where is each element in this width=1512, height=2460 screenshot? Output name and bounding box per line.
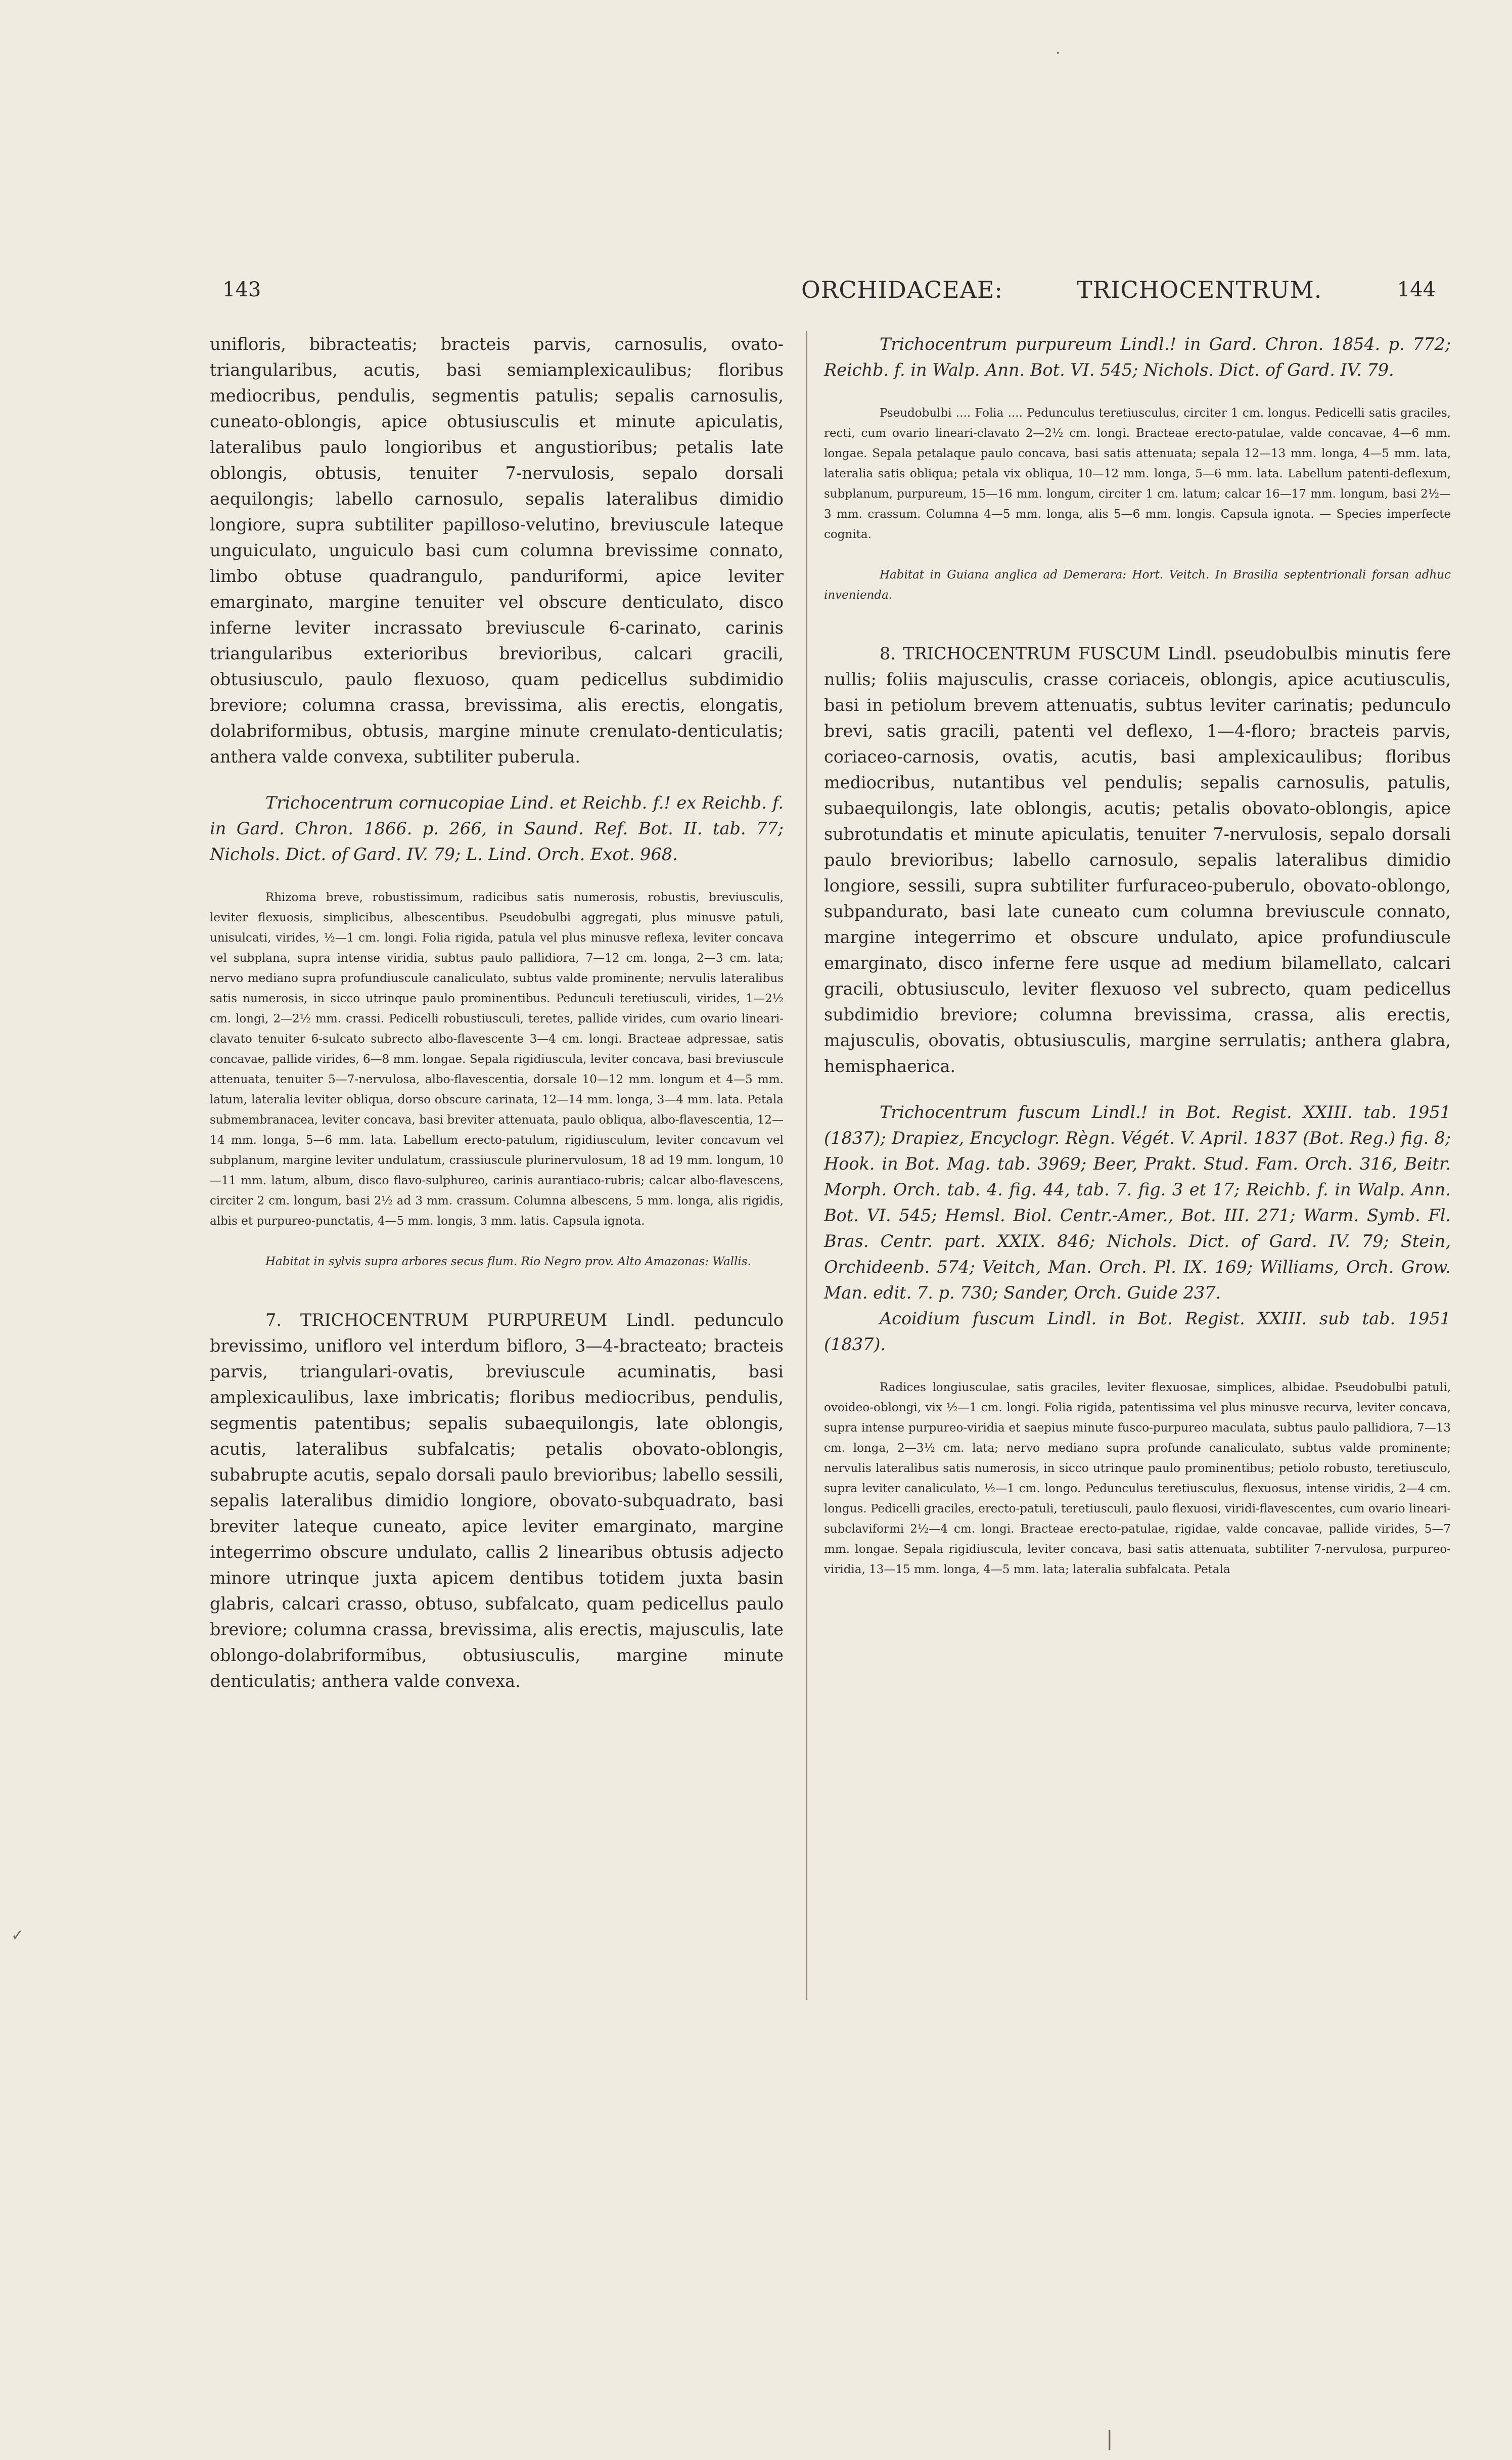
scan-mark-side: ✓ [11,1927,24,1944]
scan-mark-bottom: | [1106,2427,1113,2450]
left-column [210,331,784,1694]
synonymy-citation: Trichocentrum cornucopiae Lind. et Reichb. f.! ex Reichb. f. in Gard. Chron. 1866. p. 266, in Saund. Ref. Bot. II. tab. 77; Nichols. Dict. of Gard. IV. 79; L. Lind. Orch. Exot. 968. [210,793,784,864]
left-page-number: 143 [222,278,261,301]
species-7-synonymy: Trichocentrum purpureum Lindl.! in Gard. Chron. 1854. p. 772; Reichb. f. in Walp. Ann. Bot. VI. 545; Nichols. Dict. of Gard. IV. 79. [824,334,1451,380]
species-8-detailed-description: Radices longiusculae, satis graciles, leviter flexuosae, simplices, albidae. Pseudobulbi patuli, ovoideo-oblongi, vix ½—1 cm. longi. Folia rigida, patentissima vel plus minusve recurva, leviter concava, supra intense purpureo-viridia et saepius minute fusco-purpureo maculata, subtus paulo pallidiora, 7—13 cm. longa, 2—3½ cm. lata; nervo mediano supra profunde canaliculato, subtus valde prominente; nervulis lateralibus satis numerosis, in sicco utrinque paulo prominentibus; petiolo robusto, teretiusculo, supra leviter canaliculato, ½—1 cm. longo. Pedunculus teretiusculus, flexuosus, intense viridis, 2—4 cm. longus. Pedicelli graciles, erecto-patuli, teretiusculi, paulo flexuosi, viridi-flavescentes, cum ovario lineari-subclaviformi 2½—4 cm. longi. Bracteae erecto-patulae, rigidae, valde concavae, pallide virides, 5—7 mm. longae. Sepala rigidiuscula, leviter concava, basi satis attenuata, subtiliter 7-nervulosa, purpureo-viridia, 13—15 mm. longa, 4—5 mm. lata; lateralia subfalcata. Petala [824,1381,1451,1576]
species-8-basionym: Acoidium fuscum Lindl. in Bot. Regist. XXIII. sub tab. 1951 (1837). [824,1309,1451,1354]
right-column [824,331,1451,1580]
species-8-synonymy: Trichocentrum fuscum Lindl.! in Bot. Regist. XXIII. tab. 1951 (1837); Drapiez, Encyclogr. Règn. Végét. V. April. 1837 (Bot. Reg.) fig. 8; Hook. in Bot. Mag. tab. 3969; Beer, Prakt. Stud. Fam. Orch. 316, Beitr. Morph. Orch. tab. 4. fig. 44, tab. 7. fig. 3 et 17; Reichb. f. in Walp. Ann. Bot. VI. 545; Hemsl. Biol. Centr.-Amer., Bot. III. 271; Warm. Symb. Fl. Bras. Centr. part. XXIX. 846; Nichols. Dict. of Gard. IV. 79; Stein, Orchideenb. 574; Veitch, Man. Orch. Pl. IX. 169; Williams, Orch. Grow. Man. edit. 7. p. 730; Sander, Orch. Guide 237. [824,1102,1451,1303]
right-page-number: 144 [1397,278,1436,301]
species-8-heading-description: 8. TRICHOCENTRUM FUSCUM Lindl. pseudobulbis minutis fere nullis; foliis majusculis, crasse coriaceis, oblongis, apice acutiusculis, basi in petiolum brevem attenuatis, subtus leviter carinatis; pedunculo brevi, satis gracili, patenti vel deflexo, 1—4-floro; bracteis parvis, coriaceo-carnosis, ovatis, acutis, basi amplexicaulibus; floribus mediocribus, nutantibus vel pendulis; sepalis carnosulis, patulis, subaequilongis, late oblongis, acutis; petalis obovato-oblongis, apice subrotundatis et minute apiculatis, tenuiter 7-nervulosis, sepalo dorsali paulo brevioribus; labello carnosulo, sepalis lateralibus dimidio longiore, sessili, supra subtiliter furfuraceo-puberulo, obovato-oblongo, subpandurato, basi late cuneato cum columna breviuscule connato, margine integerrimo et obscure undulato, apice profundiuscule emarginato, disco inferne fere usque ad medium bilamellato, calcari gracili, obtusiusculo, leviter flexuoso vel subrecto, quam pedicellus subdimidio breviore; columna brevissima, crassa, alis erectis, majusculis, obovatis, obtusiusculis, margine serrulatis; anthera glabra, hemisphaerica. [824,644,1451,1076]
page-header [222,278,1436,319]
species-7-detailed-description: Pseudobulbi .... Folia .... Pedunculus teretiusculus, circiter 1 cm. longus. Pedicelli satis graciles, recti, cum ovario lineari-clavato 2—2½ cm. longi. Bracteae erecto-patulae, valde concavae, 4—6 mm. longae. Sepala petalaque paulo concava, basi satis attenuata; sepala 12—13 mm. longa, 4—5 mm. lata, lateralia satis obliqua; petala vix obliqua, 10—12 mm. longa, 5—6 mm. lata. Labellum patenti-deflexum, subplanum, purpureum, 15—16 mm. longum, circiter 1 cm. latum; calcar 16—17 mm. longum, basi 2½—3 mm. crassum. Columna 4—5 mm. longa, alis 5—6 mm. longis. Capsula ignota. — Species imperfecte cognita. [824,407,1451,541]
species-7-habitat: Habitat in Guiana anglica ad Demerara: Hort. Veitch. In Brasilia septentrionali forsan adhuc invenienda. [824,568,1451,602]
right-running-title: TRICHOCENTRUM. [1077,276,1322,303]
species-description-continued: unifloris, bibracteatis; bracteis parvis, carnosulis, ovato-triangularibus, acutis, basi semiamplexicaulibus; floribus mediocribus, pendulis, segmentis patulis; sepalis carnosulis, cuneato-oblongis, apice obtusiusculis et minute apiculatis, lateralibus paulo longioribus et angustioribus; petalis late oblongis, obtusis, tenuiter 7-nervulosis, sepalo dorsali aequilongis; labello carnosulo, sepalis lateralibus dimidio longiore, supra subtiliter papilloso-velutino, breviuscule lateque unguiculato, unguiculo basi cum columna brevissime connato, limbo obtuse quadrangulo, panduriformi, apice leviter emarginato, margine tenuiter vel obscure denticulato, disco inferne leviter incrassato breviuscule 6-carinato, carinis triangularibus exterioribus brevioribus, calcari gracili, obtusiusculo, paulo flexuoso, quam pedicellus subdimidio breviore; columna crassa, brevissima, alis erectis, elongatis, dolabriformibus, obtusis, margine minute crenulato-denticulatis; anthera valde convexa, subtiliter puberula. [210,334,784,767]
detailed-description: Rhizoma breve, robustissimum, radicibus satis numerosis, robustis, breviusculis, leviter flexuosis, simplicibus, albescentibus. Pseudobulbi aggregati, plus minusve patuli, unisulcati, virides, ½—1 cm. longi. Folia rigida, patula vel plus minusve reflexa, leviter concava vel subplana, supra intense viridia, subtus paulo pallidiora, 7—12 cm. longa, 2—3 cm. lata; nervo mediano supra profundiuscule canaliculato, subtus valde prominente; nervulis lateralibus satis numerosis, in sicco utrinque paulo prominentibus. Pedunculi teretiusculi, virides, 1—2½ cm. longi, 2—2½ mm. crassi. Pedicelli robustiusculi, teretes, pallide virides, cum ovario lineari-clavato tenuiter 6-sulcato subrecto albo-flavescente 3—4 cm. longi. Bracteae adpressae, satis concavae, pallide virides, 6—8 mm. longae. Sepala rigidiuscula, leviter concava, basi breviuscule attenuata, tenuiter 5—7-nervulosa, albo-flavescentia, dorsale 10—12 mm. longum et 4—5 mm. latum, lateralia leviter obliqua, dorso obscure carinata, 12—14 mm. longa, 3—4 mm. lata. Petala submembranacea, leviter concava, basi breviter attenuata, paulo obliqua, albo-flavescentia, 12—14 mm. longa, 5—6 mm. lata. Labellum erecto-patulum, rigidiusculum, leviter concavum vel subplanum, margine leviter undulatum, crassiuscule plurinervulosum, 18 ad 19 mm. longum, 10—11 mm. latum, album, disco flavo-sulphureo, carinis aurantiaco-rubris; calcar albo-flavescens, circiter 2 cm. longum, basi 2½ ad 3 mm. crassum. Columna albescens, 5 mm. longa, alis rigidis, albis et purpureo-punctatis, 4—5 mm. longis, 3 mm. latis. Capsula ignota. [210,891,784,1228]
scan-mark-top: · [1056,44,1061,62]
habitat-note: Habitat in sylvis supra arbores secus flum. Rio Negro prov. Alto Amazonas: Wallis. [265,1255,751,1268]
column-divider [806,331,807,2000]
left-running-title: ORCHIDACEAE: [801,276,1003,303]
species-7-heading-description: 7. TRICHOCENTRUM PURPUREUM Lindl. pedunculo brevissimo, unifloro vel interdum bifloro, 3—4-bracteato; bracteis parvis, triangulari-ovatis, breviuscule acuminatis, basi amplexicaulibus, laxe imbricatis; floribus mediocribus, pendulis, segmentis patentibus; sepalis subaequilongis, late oblongis, acutis, lateralibus subfalcatis; petalis obovato-oblongis, subabrupte acutis, sepalo dorsali paulo brevioribus; labello sessili, sepalis lateralibus dimidio longiore, obovato-subquadrato, basi breviter lateque cuneato, apice leviter emarginato, margine integerrimo obscure undulato, callis 2 linearibus obtusis adjecto minore utrinque juxta apicem dentibus totidem juxta basin glabris, calcari crasso, obtuso, subfalcato, quam pedicellus paulo breviore; columna crassa, brevissima, alis erectis, majusculis, late oblongo-dolabriformibus, obtusiusculis, margine minute denticulatis; anthera valde convexa. [210,1310,784,1691]
